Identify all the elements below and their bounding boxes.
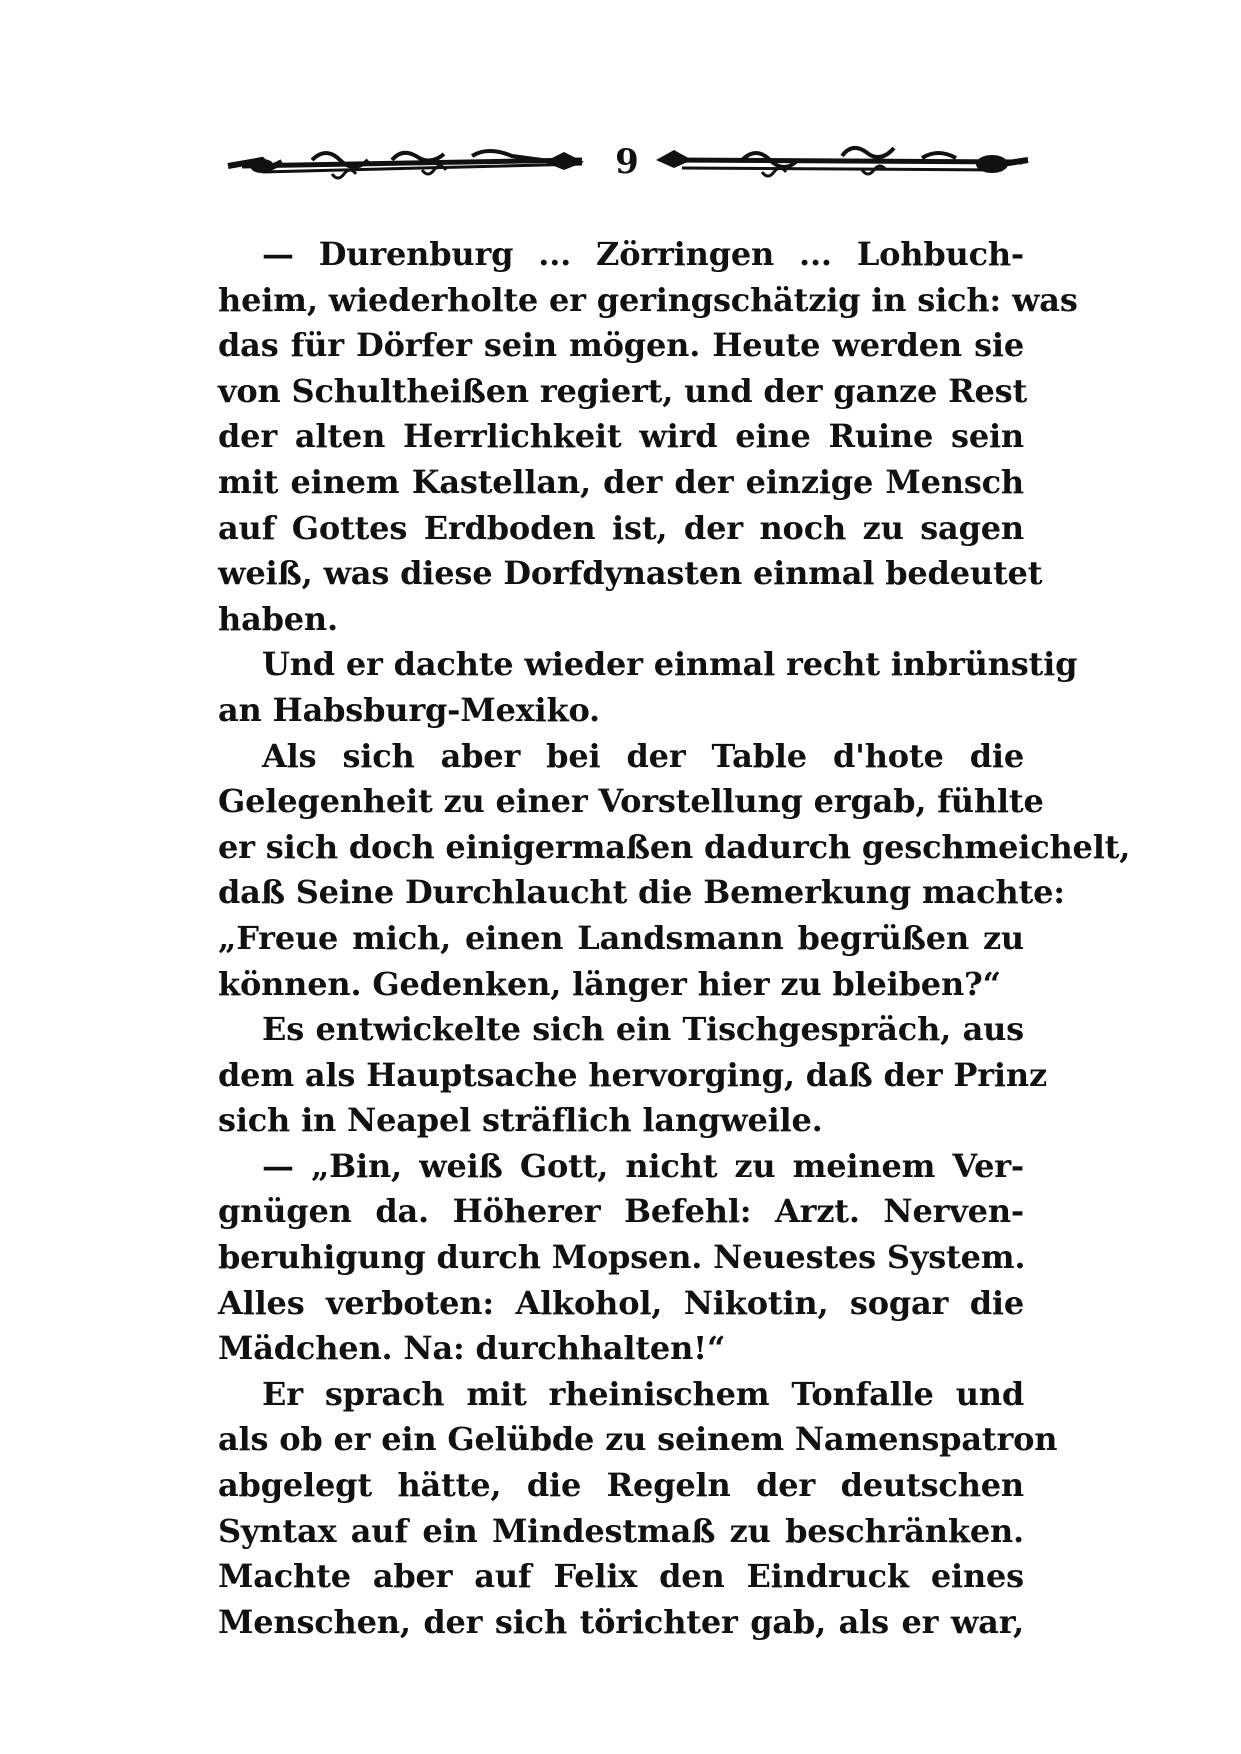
text-line: Er sprach mit rheinischem Tonfalle und	[262, 1374, 1024, 1413]
text-line: als ob er ein Gelübde zu seinem Namenspatron	[218, 1420, 1058, 1459]
text-line: Es entwickelte sich ein Tischgespräch, aus	[262, 1010, 1024, 1049]
text-line: an Habsburg-Mexiko.	[218, 690, 600, 729]
text-line: daß Seine Durchlaucht die Bemerkung machte:	[218, 873, 1065, 912]
text-line: gnügen da. Höherer Befehl: Arzt. Nerven-	[218, 1192, 1024, 1231]
text-line: Und er dachte wieder einmal recht inbrünstig	[262, 645, 1078, 684]
text-line: beruhigung durch Mopsen. Neuestes System.	[218, 1238, 1026, 1277]
left-vine-ornament	[222, 138, 602, 190]
text-line: Machte aber auf Felix den Eindruck eines	[218, 1557, 1024, 1596]
text-line: Mädchen. Na: durchhalten!“	[218, 1329, 726, 1368]
text-line: dem als Hauptsache hervorging, daß der Prinz	[218, 1055, 1047, 1094]
text-line: der alten Herrlichkeit wird eine Ruine sein	[218, 417, 1024, 456]
text-line: Als sich aber bei der Table d'hote die	[262, 736, 1024, 775]
text-line: weiß, was diese Dorfdynasten einmal bedeutet	[218, 554, 1043, 593]
text-line: heim, wiederholte er geringschätzig in sich: was	[218, 280, 1078, 319]
text-line: „Freue mich, einen Landsmann begrüßen zu	[218, 918, 1024, 957]
text-line: Gelegenheit zu einer Vorstellung ergab, fühlte	[218, 782, 1044, 821]
text-line: auf Gottes Erdboden ist, der noch zu sagen	[218, 508, 1024, 547]
right-vine-ornament	[652, 138, 1032, 190]
text-line: mit einem Kastellan, der der einzige Mensch	[218, 462, 1024, 501]
text-line: Alles verboten: Alkohol, Nikotin, sogar die	[218, 1283, 1024, 1322]
text-line: Menschen, der sich törichter gab, als er war,	[218, 1602, 1024, 1641]
page-number: 9	[615, 142, 639, 182]
text-line: — Durenburg ... Zörringen ... Lohbuch-	[262, 235, 1024, 273]
text-line: haben.	[218, 599, 338, 638]
text-line: — „Bin, weiß Gott, nicht zu meinem Ver-	[262, 1146, 1024, 1185]
text-line: von Schultheißen regiert, und der ganze Rest	[218, 371, 1028, 410]
text-line: abgelegt hätte, die Regeln der deutschen	[218, 1466, 1024, 1505]
text-line: können. Gedenken, länger hier zu bleiben?“	[218, 964, 1001, 1003]
page-header	[222, 138, 1022, 190]
text-line: Syntax auf ein Mindestmaß zu beschränken.	[218, 1511, 1024, 1550]
text-line: er sich doch einigermaßen dadurch geschmeichelt,	[218, 827, 1131, 866]
text-line: das für Dörfer sein mögen. Heute werden sie	[218, 326, 1024, 365]
page-body-text	[218, 232, 1131, 1645]
text-line: sich in Neapel sträflich langweile.	[218, 1101, 823, 1140]
